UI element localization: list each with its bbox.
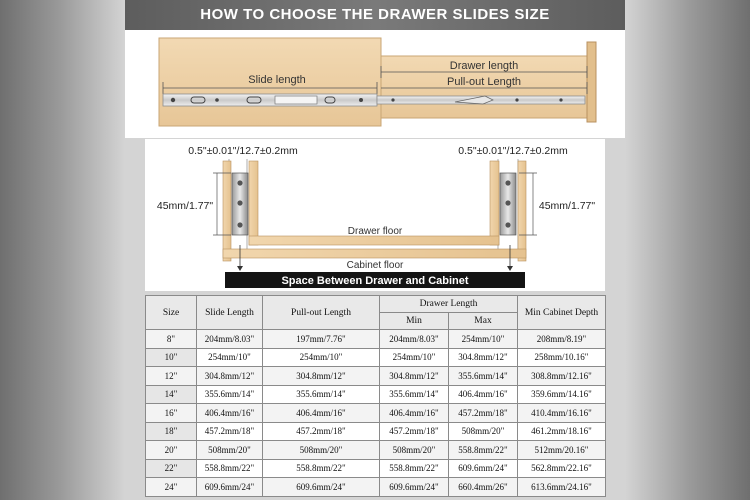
table-row bbox=[146, 367, 606, 386]
slide-side-view-diagram bbox=[125, 30, 625, 138]
height-label-left: 45mm/1.77" bbox=[156, 200, 214, 212]
min-cabinet-depth-cell: 308.8mm/12.16" bbox=[518, 367, 606, 386]
header-size: Size bbox=[146, 296, 197, 330]
ball-bearing bbox=[237, 222, 242, 227]
drawer-front-panel bbox=[587, 42, 596, 122]
pullout-length-cell: 197mm/7.76" bbox=[263, 330, 380, 349]
drawer-length-label: Drawer length bbox=[449, 60, 519, 72]
pullout-length-cell: 304.8mm/12" bbox=[263, 367, 380, 386]
size-cell: 20" bbox=[146, 441, 197, 460]
cabinet-wall-right bbox=[518, 161, 526, 261]
header-slide-length: Slide Length bbox=[197, 296, 263, 330]
pullout-length-cell: 355.6mm/14" bbox=[263, 385, 380, 404]
size-cell: 16" bbox=[146, 404, 197, 423]
drawer-max-cell: 660.4mm/26" bbox=[449, 478, 518, 497]
drawer-min-cell: 204mm/8.03" bbox=[380, 330, 449, 349]
slide-length-cell: 508mm/20" bbox=[197, 441, 263, 460]
space-label: Space Between Drawer and Cabinet bbox=[281, 275, 469, 287]
slide-length-cell: 304.8mm/12" bbox=[197, 367, 263, 386]
table-row bbox=[146, 330, 606, 349]
drawer-min-cell: 457.2mm/18" bbox=[380, 422, 449, 441]
ball-bearing bbox=[505, 222, 510, 227]
min-cabinet-depth-cell: 461.2mm/18.16" bbox=[518, 422, 606, 441]
height-label-right: 45mm/1.77" bbox=[538, 200, 596, 212]
page-title: HOW TO CHOOSE THE DRAWER SLIDES SIZE bbox=[125, 0, 625, 30]
size-spec-table bbox=[145, 295, 606, 497]
pullout-length-cell: 508mm/20" bbox=[263, 441, 380, 460]
pullout-length-cell: 457.2mm/18" bbox=[263, 422, 380, 441]
pullout-length-cell: 254mm/10" bbox=[263, 348, 380, 367]
drawer-max-cell: 304.8mm/12" bbox=[449, 348, 518, 367]
table-row bbox=[146, 478, 606, 497]
min-cabinet-depth-cell: 410.4mm/16.16" bbox=[518, 404, 606, 423]
header-min-cabinet-depth: Min Cabinet Depth bbox=[518, 296, 606, 330]
drawer-min-cell: 558.8mm/22" bbox=[380, 459, 449, 478]
slide-outer-rail bbox=[163, 94, 377, 106]
min-cabinet-depth-cell: 208mm/8.19" bbox=[518, 330, 606, 349]
size-cell: 24" bbox=[146, 478, 197, 497]
cross-section-diagram bbox=[145, 139, 605, 291]
header-drawer-length: Drawer Length bbox=[380, 296, 518, 313]
screw-hole bbox=[391, 98, 394, 101]
cross-section-panel bbox=[145, 139, 605, 291]
drawer-min-cell: 355.6mm/14" bbox=[380, 385, 449, 404]
table-row bbox=[146, 459, 606, 478]
screw-hole bbox=[559, 98, 562, 101]
pullout-length-cell: 609.6mm/24" bbox=[263, 478, 380, 497]
gap-arrowhead bbox=[237, 266, 243, 271]
ball-bearing bbox=[505, 200, 510, 205]
header-drawer-min: Min bbox=[380, 313, 449, 330]
slide-length-cell: 558.8mm/22" bbox=[197, 459, 263, 478]
clearance-label-left: 0.5"±0.01"/12.7±0.2mm bbox=[188, 145, 298, 157]
min-cabinet-depth-cell: 258mm/10.16" bbox=[518, 348, 606, 367]
min-cabinet-depth-cell: 562.8mm/22.16" bbox=[518, 459, 606, 478]
size-cell: 8" bbox=[146, 330, 197, 349]
size-cell: 12" bbox=[146, 367, 197, 386]
slide-bracket bbox=[275, 96, 317, 104]
ball-bearing bbox=[505, 180, 510, 185]
drawer-floor-label: Drawer floor bbox=[347, 226, 403, 237]
size-cell: 10" bbox=[146, 348, 197, 367]
slide-length-cell: 457.2mm/18" bbox=[197, 422, 263, 441]
gap-arrowhead bbox=[507, 266, 513, 271]
drawer-max-cell: 508mm/20" bbox=[449, 422, 518, 441]
drawer-max-cell: 355.6mm/14" bbox=[449, 367, 518, 386]
cabinet-wall-left bbox=[223, 161, 231, 261]
drawer-max-cell: 609.6mm/24" bbox=[449, 459, 518, 478]
drawer-min-cell: 254mm/10" bbox=[380, 348, 449, 367]
spec-table-body bbox=[146, 330, 606, 497]
header-drawer-max: Max bbox=[449, 313, 518, 330]
table-row bbox=[146, 348, 606, 367]
drawer-wall-right bbox=[490, 161, 499, 245]
pullout-length-cell: 558.8mm/22" bbox=[263, 459, 380, 478]
pullout-length-label: Pull-out Length bbox=[447, 76, 521, 88]
drawer-min-cell: 508mm/20" bbox=[380, 441, 449, 460]
pullout-length-cell: 406.4mm/16" bbox=[263, 404, 380, 423]
drawer-min-cell: 304.8mm/12" bbox=[380, 367, 449, 386]
ball-bearing bbox=[237, 200, 242, 205]
clearance-label-right: 0.5"±0.01"/12.7±0.2mm bbox=[458, 145, 568, 157]
screw-hole bbox=[515, 98, 518, 101]
slide-length-cell: 254mm/10" bbox=[197, 348, 263, 367]
slide-length-cell: 406.4mm/16" bbox=[197, 404, 263, 423]
min-cabinet-depth-cell: 359.6mm/14.16" bbox=[518, 385, 606, 404]
drawer-max-cell: 406.4mm/16" bbox=[449, 385, 518, 404]
cabinet-floor bbox=[223, 249, 526, 258]
min-cabinet-depth-cell: 512mm/20.16" bbox=[518, 441, 606, 460]
min-cabinet-depth-cell: 613.6mm/24.16" bbox=[518, 478, 606, 497]
slide-length-cell: 204mm/8.03" bbox=[197, 330, 263, 349]
size-cell: 14" bbox=[146, 385, 197, 404]
table-row bbox=[146, 441, 606, 460]
table-row bbox=[146, 385, 606, 404]
slide-length-cell: 609.6mm/24" bbox=[197, 478, 263, 497]
drawer-max-cell: 457.2mm/18" bbox=[449, 404, 518, 423]
table-row bbox=[146, 404, 606, 423]
drawer-wall-left bbox=[249, 161, 258, 245]
cabinet-floor-label: Cabinet floor bbox=[346, 260, 404, 271]
size-cell: 18" bbox=[146, 422, 197, 441]
screw-hole bbox=[359, 98, 363, 102]
drawer-floor bbox=[249, 236, 499, 245]
header-pullout-length: Pull-out Length bbox=[263, 296, 380, 330]
drawer-min-cell: 406.4mm/16" bbox=[380, 404, 449, 423]
slide-side-view-panel bbox=[125, 30, 625, 138]
size-cell: 22" bbox=[146, 459, 197, 478]
screw-hole bbox=[171, 98, 175, 102]
slide-length-label: Slide length bbox=[248, 74, 306, 86]
slide-length-cell: 355.6mm/14" bbox=[197, 385, 263, 404]
drawer-max-cell: 558.8mm/22" bbox=[449, 441, 518, 460]
ball-bearing bbox=[237, 180, 242, 185]
drawer-min-cell: 609.6mm/24" bbox=[380, 478, 449, 497]
table-row bbox=[146, 422, 606, 441]
drawer-max-cell: 254mm/10" bbox=[449, 330, 518, 349]
screw-hole bbox=[215, 98, 219, 102]
